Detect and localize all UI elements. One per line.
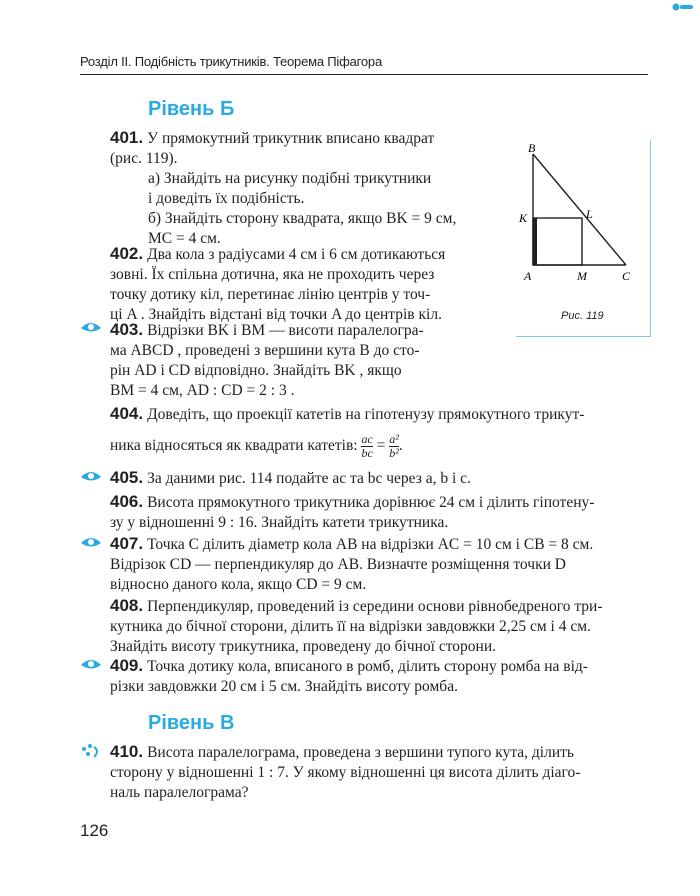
figure-caption: Рис. 119 <box>561 310 604 322</box>
problem-text: Відрізки BK і BM — висоти паралелогра- <box>147 322 424 339</box>
fraction-bottom: b² <box>389 446 399 460</box>
fraction-top: a² <box>389 432 399 446</box>
level-v-heading: Рівень В <box>148 712 235 734</box>
problem-text: а) Знайдіть на рисунку подібні трикутники <box>148 170 432 187</box>
problem-403 <box>110 320 498 401</box>
problem-number: 401. <box>110 128 144 147</box>
problem-405 <box>110 468 650 489</box>
problem-text: рін AD і CD відповідно. Знайдіть BK , якщо <box>110 362 402 379</box>
problem-text: ці A . Знайдіть відстані від точки A до центрів кіл. <box>110 306 442 323</box>
problem-409 <box>110 656 650 697</box>
vertex-label-b: B <box>528 141 536 155</box>
eye-icon <box>80 319 102 335</box>
vertex-label-c: C <box>622 269 631 283</box>
problem-406 <box>110 492 650 533</box>
problem-text: різки завдовжки 20 см і 5 см. Знайдіть висоту ромба. <box>110 678 458 695</box>
problem-text: Доведіть, що проекції катетів на гіпотенузу прямокутного трикут- <box>147 406 585 423</box>
problem-text: сторону у відношенні 1 : 7. У якому відношенні ця висота ділить діаго- <box>110 764 581 781</box>
problem-text: б) Знайдіть сторону квадрата, якщо BK = 9 см, <box>148 210 457 227</box>
vertex-label-k: K <box>519 211 528 225</box>
problem-407 <box>110 534 650 595</box>
problem-text: MC = 4 см. <box>148 230 221 247</box>
publisher-logo-icon <box>672 2 694 12</box>
fraction-bottom: bс <box>361 446 373 460</box>
problem-number: 402. <box>110 244 144 263</box>
level-b-heading: Рівень Б <box>148 98 235 120</box>
fraction-squares <box>389 433 399 460</box>
problem-number: 409. <box>110 656 144 675</box>
problem-text: зу у відношенні 9 : 16. Знайдіть катети трикутника. <box>110 514 449 531</box>
figure-119-diagram <box>516 140 650 290</box>
problem-text: кутника до бічної сторони, ділить її на відрізки завдовжки 2,25 см і 4 см. <box>110 618 591 635</box>
problem-408 <box>110 596 650 657</box>
problem-text: Перпендикуляр, проведений із середини основи рівнобедреного три- <box>147 598 603 615</box>
problem-text: точку дотику кіл, перетинає лінію центрів у точ- <box>110 286 431 303</box>
problem-text: і доведіть їх подібність. <box>148 190 305 207</box>
problem-text: зовні. Їх спільна дотична, яка не проходить через <box>110 266 435 283</box>
eye-icon <box>80 468 102 484</box>
vertex-label-a: A <box>524 269 532 283</box>
chapter-header: Розділ ІІ. Подібність трикутників. Теорема Піфагора <box>80 54 382 69</box>
eye-icon <box>80 534 102 550</box>
vertex-label-l: L <box>586 207 593 221</box>
eye-icon <box>80 656 102 672</box>
problem-text: ма ABCD , проведені з вершини кута B до сто- <box>110 342 420 359</box>
problem-text: Знайдіть висоту трикутника, проведену до бічної сторони. <box>110 638 497 655</box>
problem-text: Відрізок CD — перпендикуляр до AB. Визначте розміщення точки D <box>110 556 566 573</box>
problem-402 <box>110 244 498 325</box>
problem-text: ника відносяться як квадрати катетів: <box>110 437 358 455</box>
problem-number: 403. <box>110 320 144 339</box>
problem-number: 405. <box>110 468 144 487</box>
problem-401 <box>110 128 495 249</box>
problem-text: (рис. 119). <box>110 150 178 167</box>
problem-number: 407. <box>110 534 144 553</box>
vertex-label-m: M <box>577 269 587 283</box>
page-number: 126 <box>80 821 109 840</box>
problem-number: 406. <box>110 492 144 511</box>
problem-text: Точка C ділить діаметр кола AB на відрізки AC = 10 см і CB = 8 см. <box>147 536 594 553</box>
header-divider <box>80 74 648 75</box>
fraction-top: aс <box>361 432 373 446</box>
problem-404: 404. Доведіть, що проекції катетів на гіпотенузу прямокутного трикут- ника відносяться як квадрати катетів: $\frac{aс}{bс}$ = $\frac{\text{a²}}{\text{b²}}$ . <box>110 404 585 460</box>
problem-text: У прямокутний трикутник вписано квадрат <box>147 130 435 147</box>
problem-number: 404. <box>110 404 144 423</box>
dots-icon <box>80 743 102 759</box>
problem-text: Точка дотику кола, вписаного в ромб, ділить сторону ромба на від- <box>147 658 588 675</box>
problem-text: BM = 4 см, AD : CD = 2 : 3 . <box>110 382 295 399</box>
problem-text: Висота паралелограма, проведена з вершини тупого кута, ділить <box>147 744 574 761</box>
problem-text: відносно даного кола, якщо CD = 9 см. <box>110 576 367 593</box>
problem-text: Висота прямокутного трикутника дорівнює 24 см і ділить гіпотену- <box>147 494 595 511</box>
problem-text: наль паралелограма? <box>110 784 249 801</box>
problem-410 <box>110 742 650 803</box>
problem-number: 410. <box>110 742 144 761</box>
problem-text: За даними рис. 114 подайте aс та bс через a, b і c. <box>147 470 471 487</box>
problem-number: 408. <box>110 596 144 615</box>
fraction-projections <box>361 433 372 460</box>
problem-text: Два кола з радіусами 4 см і 6 см дотикаються <box>147 246 446 263</box>
